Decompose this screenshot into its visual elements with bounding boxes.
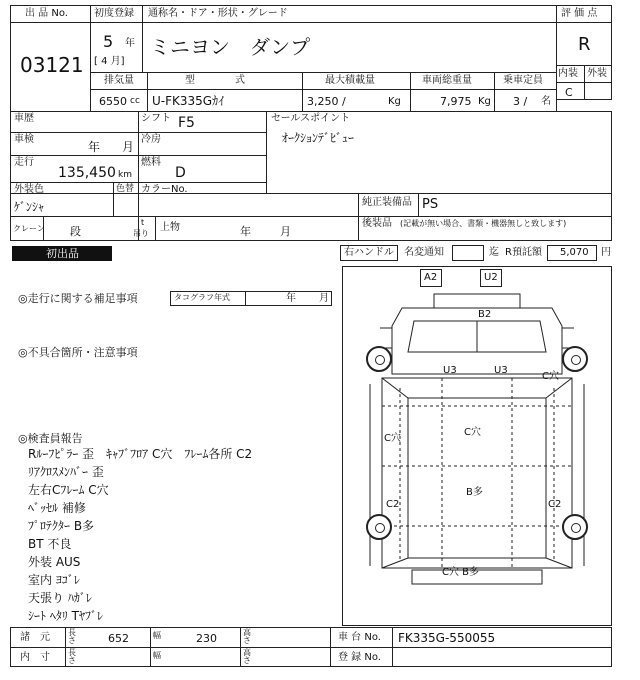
- fuel: D: [175, 165, 186, 181]
- wheel-front-left: [366, 346, 392, 372]
- fuel-label: 燃料: [141, 157, 161, 168]
- first-reg-year-unit: 年: [125, 38, 135, 49]
- tacho-year-unit: 年: [286, 293, 296, 304]
- defects-title: ◎不具合箇所・注意事項: [18, 346, 138, 359]
- wheel-rear-right: [562, 514, 588, 540]
- aftermarket-label: 後装品: [362, 218, 392, 229]
- ladder-year-unit: 年: [240, 225, 251, 238]
- color-change-label: 色替: [116, 184, 135, 194]
- capacity-unit: 名: [541, 96, 551, 107]
- inspection-month-unit: 月: [122, 140, 135, 154]
- name-change-label: 名変通知: [404, 247, 444, 258]
- max-load-label: 最大積載量: [325, 75, 375, 86]
- length-label: 長さ: [68, 628, 76, 645]
- name-label: 通称名・ドア・形状・グレード: [148, 8, 288, 19]
- inspector-line: 天張り ﾊｶﾞﾚ: [28, 591, 92, 605]
- inspection-label: 車検: [14, 134, 34, 145]
- interior-dims-label: 内 寸: [20, 652, 50, 663]
- model: U-FK335Gｶｲ: [152, 94, 225, 108]
- u2-mark: U2: [484, 272, 498, 283]
- wheel-front-right: [562, 346, 588, 372]
- r-deposit-label: R預託額: [505, 247, 542, 258]
- tacho-month-unit: 月: [319, 293, 329, 304]
- right-hand: 右ハンドル: [344, 247, 394, 258]
- shift-label: シフト: [141, 113, 171, 124]
- first-reg-label: 初度登録: [94, 8, 134, 19]
- genuine: PS: [422, 197, 439, 212]
- sales-point-label: セールスポイント: [271, 113, 351, 124]
- length: 652: [108, 632, 129, 645]
- c-hole-right-mark: C穴: [542, 371, 559, 382]
- c-hole-left-mark: C穴: [384, 433, 401, 444]
- gross-weight-label: 車両総重量: [422, 75, 472, 86]
- length-label-inner: 長さ: [68, 648, 76, 665]
- inspector-line: ﾌﾟﾛﾃｸﾀｰ B多: [28, 519, 95, 533]
- mileage: 135,450: [58, 165, 116, 181]
- crane-label: クレーン: [13, 224, 45, 233]
- ladder-month-unit: 月: [280, 225, 291, 238]
- car-name: ミニヨン ダンプ: [150, 35, 311, 59]
- interior-grade-label: 内装: [558, 68, 578, 79]
- grade-label: 評 価 点: [561, 8, 598, 19]
- displacement-label: 排気量: [104, 75, 134, 86]
- b2-mark: B2: [478, 309, 492, 320]
- width-label-inner: 幅: [153, 651, 161, 660]
- height-label: 高さ: [243, 628, 251, 645]
- lot-label: 出 品 No.: [25, 8, 68, 19]
- tacho-label: タコグラフ年式: [174, 293, 230, 302]
- name-change-box: [452, 245, 484, 261]
- b-many-center-mark: B多: [466, 487, 483, 498]
- u3-left-mark: U3: [443, 365, 457, 376]
- chassis-label: 車 台 No.: [338, 632, 381, 643]
- displacement-unit: cc: [130, 96, 140, 106]
- c2-right-mark: C2: [548, 499, 562, 510]
- model-label: 型 式: [185, 75, 245, 86]
- shift: F5: [178, 115, 195, 131]
- inspector-title: ◎検査員報告: [18, 432, 83, 445]
- deposit-until: 迄: [489, 247, 499, 258]
- reg-label: 登 録 No.: [338, 652, 381, 663]
- history-label: 車歴: [14, 113, 34, 124]
- crane-stage-unit: 段: [70, 225, 81, 238]
- dims-label: 諸 元: [20, 632, 50, 643]
- u3-right-mark: U3: [494, 365, 508, 376]
- crane-ton-unit: t: [141, 218, 145, 227]
- height-label-inner: 高さ: [243, 648, 251, 665]
- gross-weight-unit: Kg: [478, 96, 491, 107]
- inspector-line: ﾘｱｸﾛｽﾒﾝﾊﾞｰ 歪: [28, 465, 104, 479]
- max-load: 3,250 /: [307, 95, 346, 108]
- inspector-line: Rﾙｰﾌﾋﾟﾗｰ 歪 ｷｬﾌﾞﾌﾛｱ C穴 ﾌﾚｰﾑ各所 C2: [28, 447, 253, 461]
- first-reg-month: [ 4 月]: [94, 56, 125, 67]
- c2-left-mark: C2: [386, 499, 400, 510]
- capacity: 3 /: [513, 95, 528, 108]
- color-label: 外装色: [14, 184, 44, 195]
- inspector-line: 室内 ﾖｺﾞﾚ: [28, 573, 80, 587]
- driving-remarks-title: ◎走行に関する補足事項: [18, 292, 138, 305]
- truck-diagram: [342, 266, 612, 626]
- interior-grade: C: [565, 86, 573, 99]
- crane-hang-unit: 吊り: [133, 229, 149, 238]
- first-reg-year: 5: [103, 32, 114, 51]
- capacity-label: 乗車定員: [503, 75, 543, 86]
- inspector-line: BT 不良: [28, 537, 72, 551]
- displacement: 6550: [99, 95, 127, 108]
- inspector-line: ｼｰﾄ ﾍﾀﾘ Tﾔﾌﾞﾚ: [28, 609, 103, 623]
- mileage-label: 走行: [14, 157, 34, 168]
- width-label: 幅: [153, 631, 161, 640]
- a2-mark: A2: [424, 272, 438, 283]
- mileage-unit: km: [118, 170, 132, 180]
- color-no-label: カラーNo.: [141, 184, 188, 195]
- ladder-label: 上物: [160, 222, 180, 233]
- sales-point: ｵｰｸｼｮﾝﾃﾞﾋﾞｭｰ: [282, 131, 355, 145]
- color: ｹﾞﾝｼｬ: [14, 200, 45, 214]
- aftermarket-note: (記載が無い場合、書類・機器無しと致します): [400, 219, 567, 228]
- gross-weight: 7,975: [440, 95, 472, 108]
- inspector-line: 左右Cﾌﾚｰﾑ C穴: [28, 483, 109, 497]
- grade-value: R: [578, 34, 591, 55]
- genuine-label: 純正装備品: [362, 197, 412, 208]
- bottom-mark: C穴 B多: [442, 567, 480, 578]
- first-listing-text: 初出品: [46, 247, 79, 260]
- r-deposit-unit: 円: [601, 247, 611, 258]
- lot-number: 03121: [20, 53, 84, 77]
- inspector-line: ﾍﾞｯｾﾙ 補修: [28, 501, 86, 515]
- width: 230: [196, 632, 217, 645]
- wheel-rear-left: [366, 514, 392, 540]
- c-hole-center-mark: C穴: [464, 427, 481, 438]
- exterior-grade-label: 外装: [587, 68, 607, 79]
- ac-label: 冷房: [141, 134, 161, 145]
- inspector-line: 外装 AUS: [28, 555, 81, 569]
- chassis-number: FK335G-550055: [398, 631, 496, 645]
- r-deposit: 5,070: [560, 247, 589, 258]
- max-load-unit: Kg: [388, 96, 401, 107]
- inspection-year-unit: 年: [88, 140, 101, 154]
